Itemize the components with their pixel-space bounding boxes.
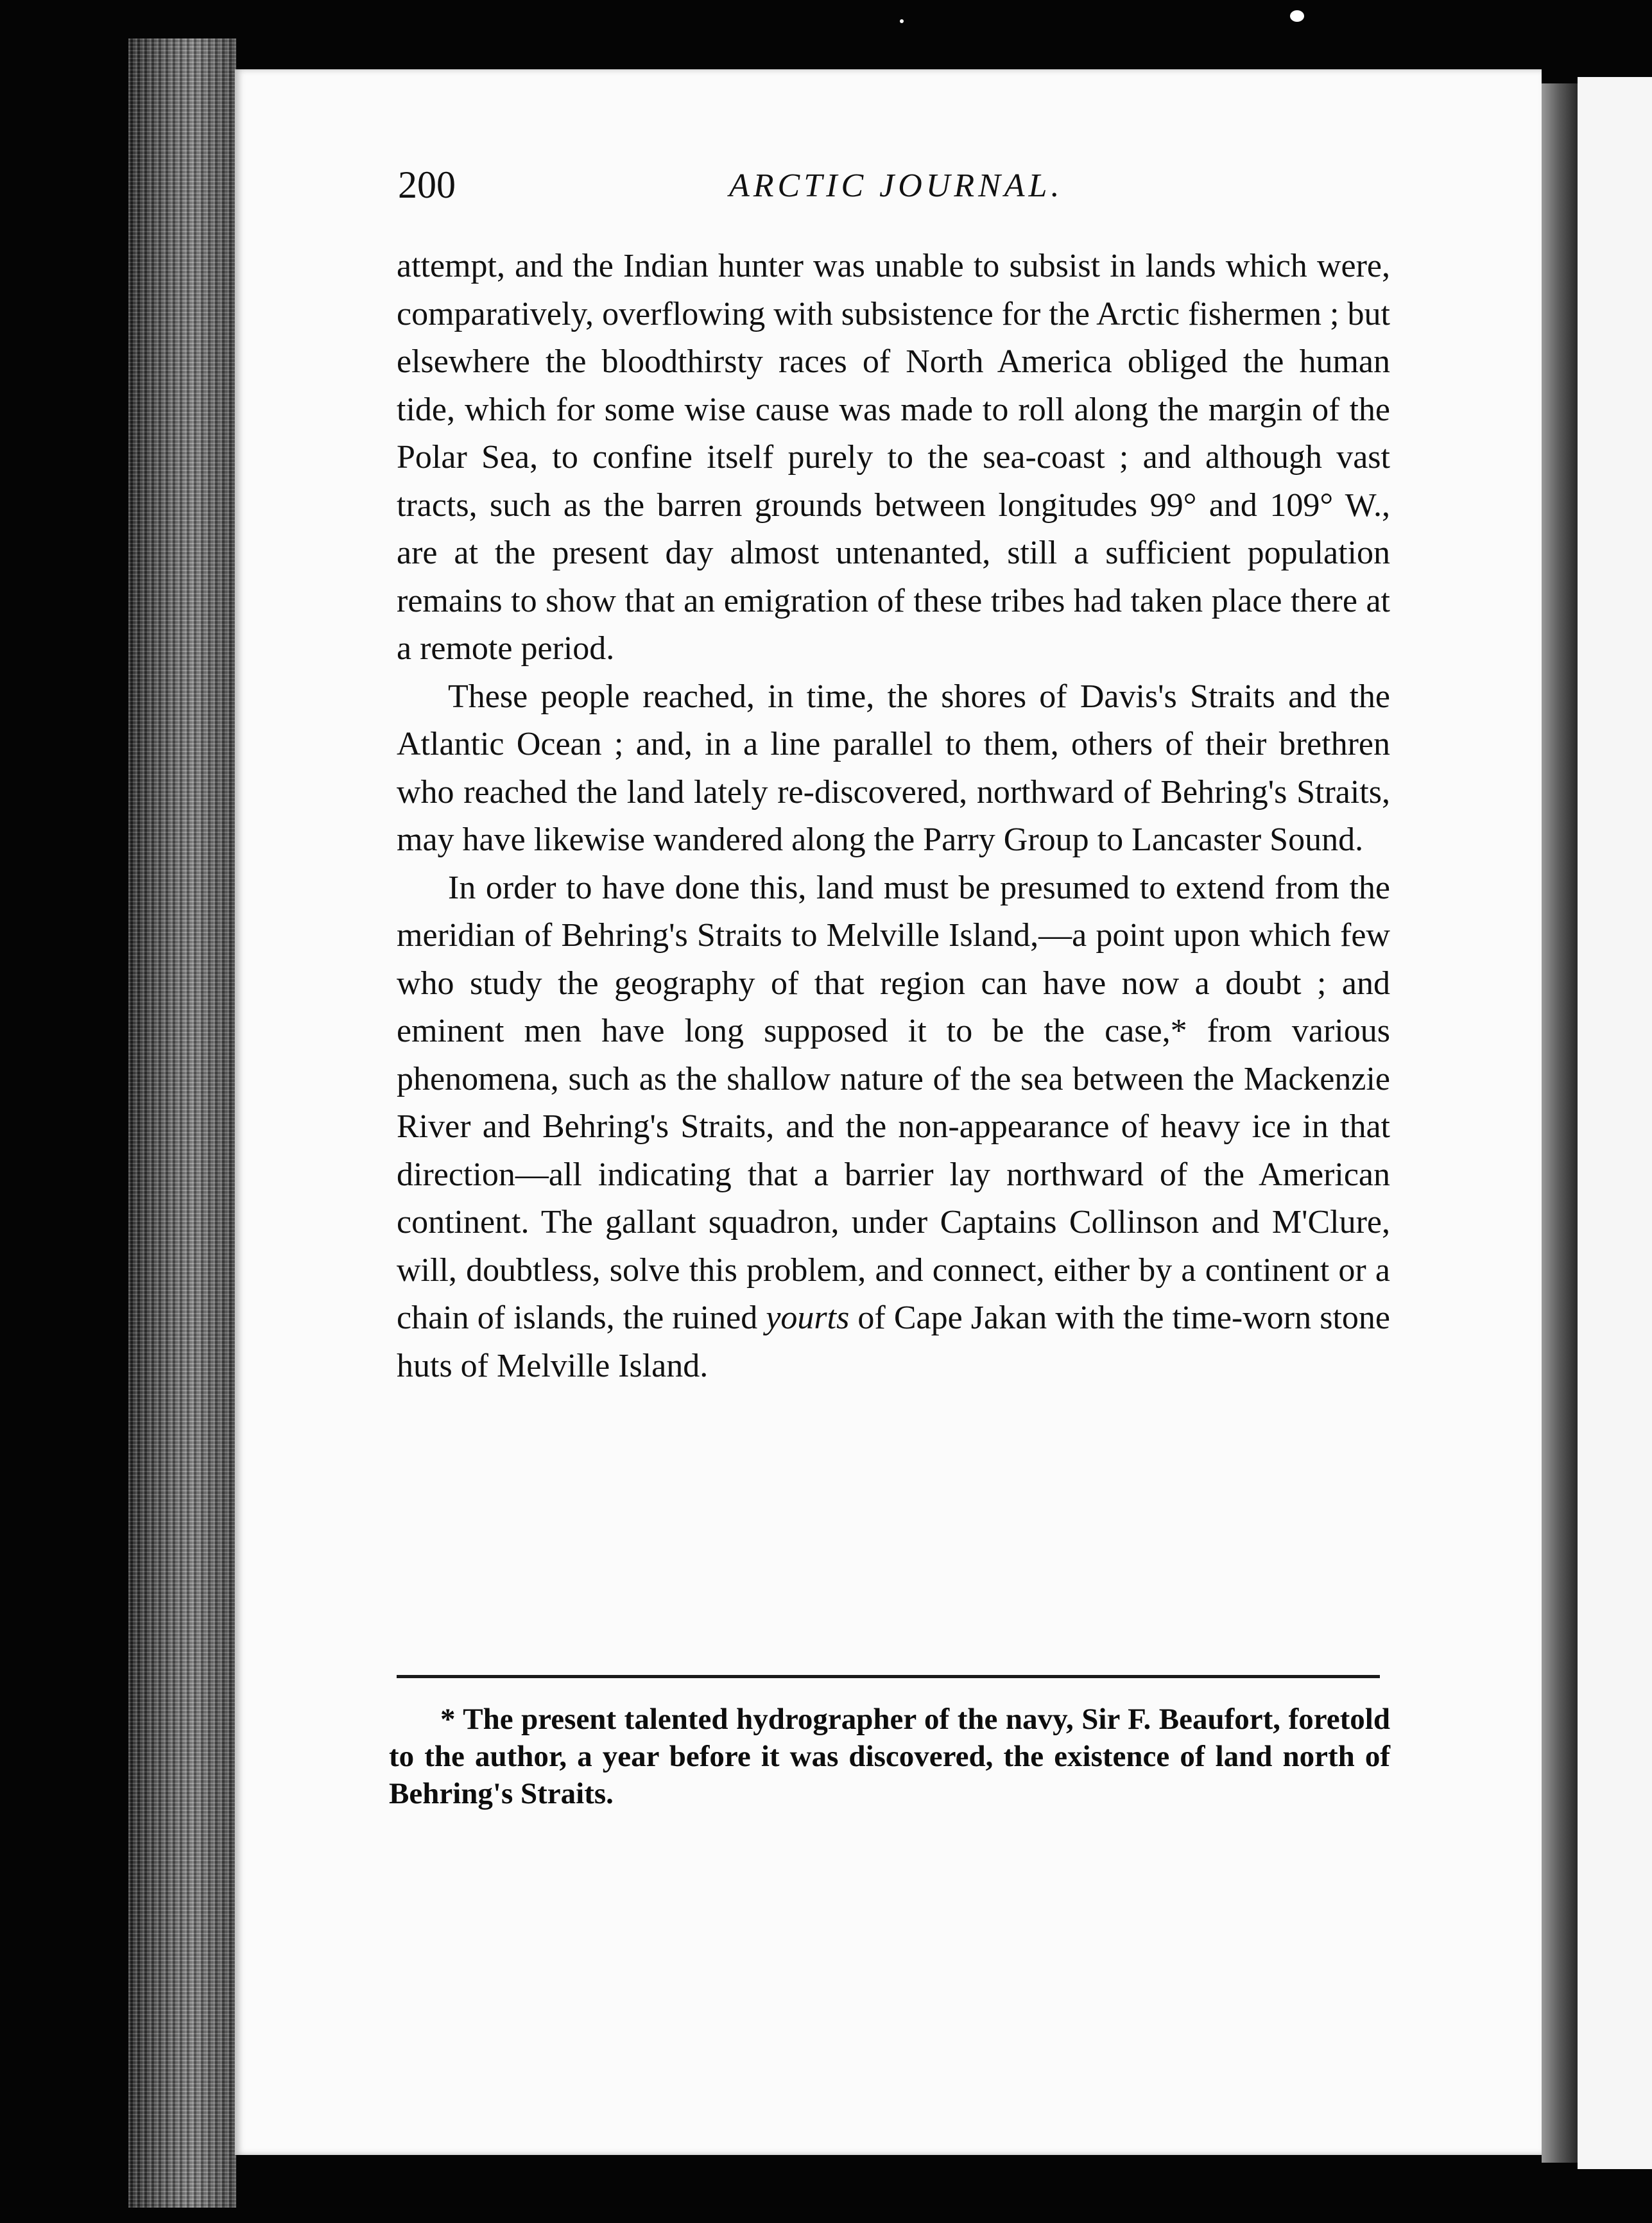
spine-lettering: [173, 513, 231, 1989]
footnote-divider: [397, 1675, 1380, 1678]
dust-speck: [900, 19, 904, 23]
footnote: * The present talented hydrographer of the navy, Sir F. Beaufort, foretold to the author, a year before it was discovered, the existence of land north of Behring's Straits.: [389, 1703, 1390, 1810]
paragraph-2: These people reached, in time, the shores of Davis's Straits and the Atlantic Ocean ; and, in a line parallel to them, others of their brethren who reached the land lately re-discovered, northward of Behring's Straits, may have likewise wandered along the Parry Group to Lancaster Sound.: [397, 678, 1390, 858]
page-header: [398, 163, 1386, 221]
paragraph-1: attempt, and the Indian hunter was unable to subsist in lands which were, comparatively, overflowing with subsistence for the Arctic fishermen ; but elsewhere the bloodthirsty races of North America obliged the human tide, which for some wise cause was made to roll along the margin of the Polar Sea, to confine itself purely to the sea-coast ; and although vast tracts, such as the barren grounds between longitudes 99° and 109° W., are at the present day almost untenanted, still a sufficient population remains to show that an emigration of these tribes had taken place there at a remote period.: [397, 248, 1390, 667]
italic-term: yourts: [766, 1300, 850, 1336]
dust-speck: [1290, 10, 1304, 22]
body-text: [397, 243, 1390, 1390]
paragraph-3-text-end: of Cape Jakan with the time-worn stone huts of Melville Island.: [397, 1300, 1390, 1384]
page-gutter-shadow: [1542, 83, 1578, 2163]
facing-page-edge: [1578, 77, 1652, 2169]
page-number: 200: [398, 164, 456, 206]
paragraph-3-text: In order to have done this, land must be presumed to extend from the meridian of Behring's Straits to Melville Island,—a point upon which few who study the geography of that region can have now a doubt ; and eminent men have long supposed it to be the case,* from various phenomena, such as the shallow nature of the sea between the Mackenzie River and Behring's Straits, and the non-appearance of heavy ice in that direction—all indicating that a barrier lay northward of the American continent. The gallant squadron, under Captains Collinson and M'Clure, will, doubtless, solve this problem, and connect, either by a continent or a chain of islands, the ruined: [397, 869, 1390, 1336]
running-title: ARCTIC JOURNAL.: [729, 167, 1063, 204]
paragraph-3: [397, 864, 1390, 1391]
